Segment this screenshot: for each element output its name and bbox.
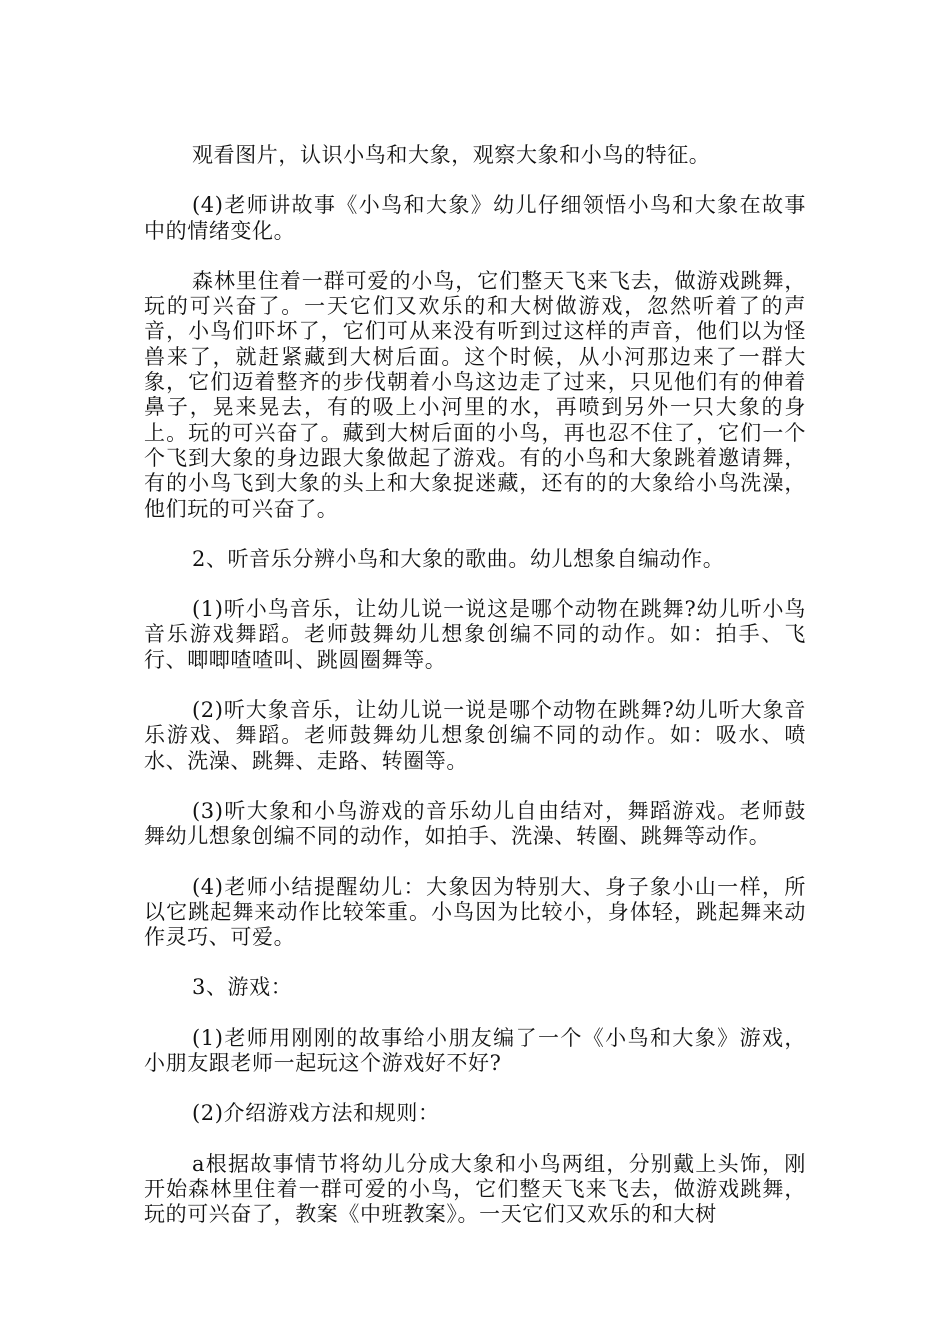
paragraph-bird-music: (1)听小鸟音乐，让幼儿说一说这是哪个动物在跳舞?幼儿听小鸟音乐游戏舞蹈。老师鼓舞幼儿想象创编不同的动作。如：拍手、飞行、唧唧喳喳叫、跳圆圈舞等。 — [144, 597, 806, 672]
paragraph-teacher-story: (4)老师讲故事《小鸟和大象》幼儿仔细领悟小鸟和大象在故事中的情绪变化。 — [144, 193, 806, 243]
paragraph-game-rules: (2)介绍游戏方法和规则： — [192, 1101, 440, 1126]
paragraph-game-intro: (1)老师用刚刚的故事给小朋友编了一个《小鸟和大象》游戏，小朋友跟老师一起玩这个游戏好不好? — [144, 1025, 806, 1076]
paragraph-section-3: 3、游戏： — [192, 975, 293, 1000]
paragraph-story-text: 森林里住着一群可爱的小鸟，它们整天飞来飞去，做游戏跳舞，玩的可兴奋了。一天它们又欢乐的和大树做游戏，忽然听着了的声音，小鸟们吓坏了，它们可从来没有听到过这样的声音，他们以为怪兽来了，就赶紧藏到大树后面。这个时候，从小河那边来了一群大象，它们迈着整齐的步伐朝着小鸟这边走了过来，只见他们有的伸着鼻子，晃来晃去，有的吸上小河里的水，再喷到另外一只大象的身上。玩的可兴奋了。藏到大树后面的小鸟，再也忍不住了，它们一个个飞到大象的身边跟大象做起了游戏。有的小鸟和大象跳着邀请舞，有的小鸟飞到大象的头上和大象捉迷藏，还有的的大象给小鸟洗澡，他们玩的可兴奋了。 — [144, 268, 806, 521]
paragraph-section-2: 2、听音乐分辨小鸟和大象的歌曲。幼儿想象自编动作。 — [192, 546, 725, 571]
paragraph-pair-dance: (3)听大象和小鸟游戏的音乐幼儿自由结对，舞蹈游戏。老师鼓舞幼儿想象创编不同的动作，如拍手、洗澡、转圈、跳舞等动作。 — [144, 798, 806, 849]
paragraph-observe-pictures: 观看图片，认识小鸟和大象，观察大象和小鸟的特征。 — [192, 143, 711, 167]
document-body — [144, 143, 806, 1253]
paragraph-elephant-music: (2)听大象音乐，让幼儿说一说是哪个动物在跳舞?幼儿听大象音乐游戏、舞蹈。老师鼓舞幼儿想象创编不同的动作。如：吸水、喷水、洗澡、跳舞、走路、转圈等。 — [144, 698, 806, 773]
paragraph-summary: (4)老师小结提醒幼儿：大象因为特别大、身子象小山一样，所以它跳起舞来动作比较笨重。小鸟因为比较小，身体轻，跳起舞来动作灵巧、可爱。 — [144, 874, 806, 950]
paragraph-game-method: a根据故事情节将幼儿分成大象和小鸟两组，分别戴上头饰，刚开始森林里住着一群可爱的小鸟，它们整天飞来飞去，做游戏跳舞，玩的可兴奋了，教案《中班教案》。一天它们又欢乐的和大树 — [144, 1151, 806, 1227]
